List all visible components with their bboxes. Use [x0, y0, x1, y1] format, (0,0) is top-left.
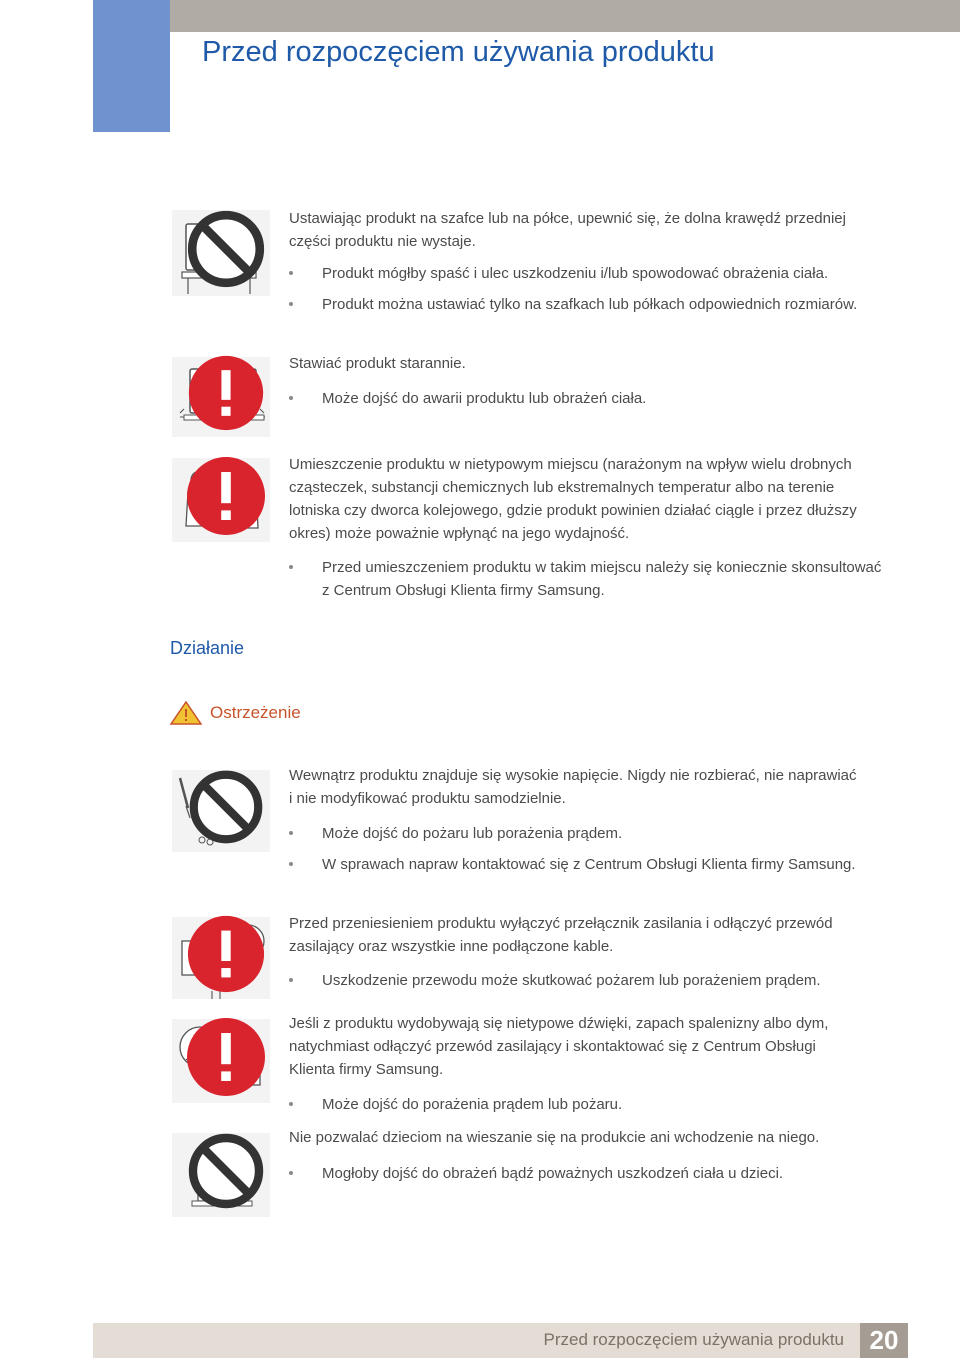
bullet-dot — [289, 396, 293, 400]
block-1-text: Ustawiając produkt na szafce lub na półce, upewnić się, że dolna krawędź przedniej części produktu nie wystaje. — [289, 210, 846, 250]
block-2-text: Stawiać produkt starannie. — [289, 355, 466, 372]
bullet-dot — [289, 831, 293, 835]
illustration-tv-on-shelf — [172, 210, 270, 296]
block-7-text: Nie pozwalać dzieciom na wieszanie się na produkcie ani wchodzenie na niego. — [289, 1129, 820, 1146]
bullet-dot — [289, 302, 293, 306]
block-5-text: Przed przeniesieniem produktu wyłączyć przełącznik zasilania i odłączyć przewód zasilający oraz wszystkie inne podłączone kable. — [289, 915, 833, 955]
page-number: 20 — [860, 1323, 908, 1358]
footer-bar — [93, 1323, 908, 1358]
caution-icon — [177, 353, 275, 433]
block-3-bullet-1: Przed umieszczeniem produktu w takim miejscu należy się koniecznie skonsultować z Centrum Obsługi Klienta firmy Samsung. — [289, 556, 882, 602]
block-1-bullet-1: Produkt mógłby spaść i ulec uszkodzeniu i/lub spowodować obrażenia ciała. — [289, 262, 882, 285]
block-6-bullet-1: Może dojść do porażenia prądem lub pożaru. — [289, 1093, 882, 1116]
block-4-bullet-1: Może dojść do pożaru lub porażenia prądem. — [289, 822, 882, 845]
prohibited-icon — [177, 206, 275, 292]
bullet-dot — [289, 1102, 293, 1106]
page-title: Przed rozpoczęciem używania produktu — [202, 36, 715, 68]
bullet-dot — [289, 565, 293, 569]
caution-icon — [177, 913, 275, 995]
illustration-unplug-before-moving — [172, 917, 270, 999]
bullet-dot — [289, 862, 293, 866]
section-title: Działanie — [170, 638, 245, 658]
illustration-no-disassembly — [172, 770, 270, 852]
bullet-dot — [289, 1171, 293, 1175]
block-2-bullet-1: Może dojść do awarii produktu lub obrażeń ciała. — [289, 387, 882, 410]
caution-icon — [177, 1015, 275, 1099]
prohibited-icon — [177, 766, 275, 848]
illustration-smoke-unplug — [172, 1019, 270, 1103]
block-6-text: Jeśli z produktu wydobywają się nietypowe dźwięki, zapach spalenizny albo dym, natychmiast odłączyć przewód zasilający i skontaktować się z Centrum Obsługi Klienta firmy Samsung. — [289, 1015, 829, 1078]
block-3-text: Umieszczenie produktu w nietypowym miejscu (narażonym na wpływ wielu drobnych cząsteczek, substancji chemicznych lub ekstremalnych temperatur albo na terenie lotniska czy dworca kolejowego, gdzie produkt powinien działać ciągle i przez dłuższy okres) może poważnie wpłynąć na jego wydajność. — [289, 456, 857, 542]
caution-icon — [177, 454, 275, 538]
warning-label: Ostrzeżenie — [210, 703, 301, 722]
block-7-bullet-1: Mogłoby dojść do obrażeń bądź poważnych uszkodzeń ciała u dzieci. — [289, 1162, 882, 1185]
illustration-child-on-product — [172, 1133, 270, 1217]
header-accent — [93, 0, 170, 132]
footer-title: Przed rozpoczęciem używania produktu — [543, 1330, 844, 1349]
prohibited-icon — [177, 1129, 275, 1213]
block-4-bullet-2: W sprawach napraw kontaktować się z Centrum Obsługi Klienta firmy Samsung. — [289, 853, 882, 876]
warning-triangle-icon — [170, 701, 202, 725]
bullet-dot — [289, 271, 293, 275]
block-5-bullet-1: Uszkodzenie przewodu może skutkować pożarem lub porażeniem prądem. — [289, 969, 882, 992]
illustration-contact-service — [172, 458, 270, 542]
bullet-dot — [289, 978, 293, 982]
illustration-tv-placed-carefully — [172, 357, 270, 437]
block-1-bullet-2: Produkt można ustawiać tylko na szafkach lub półkach odpowiednich rozmiarów. — [289, 293, 882, 316]
header-bar — [170, 0, 960, 32]
block-4-text: Wewnątrz produktu znajduje się wysokie napięcie. Nigdy nie rozbierać, nie naprawiać i nie modyfikować produktu samodzielnie. — [289, 767, 857, 807]
